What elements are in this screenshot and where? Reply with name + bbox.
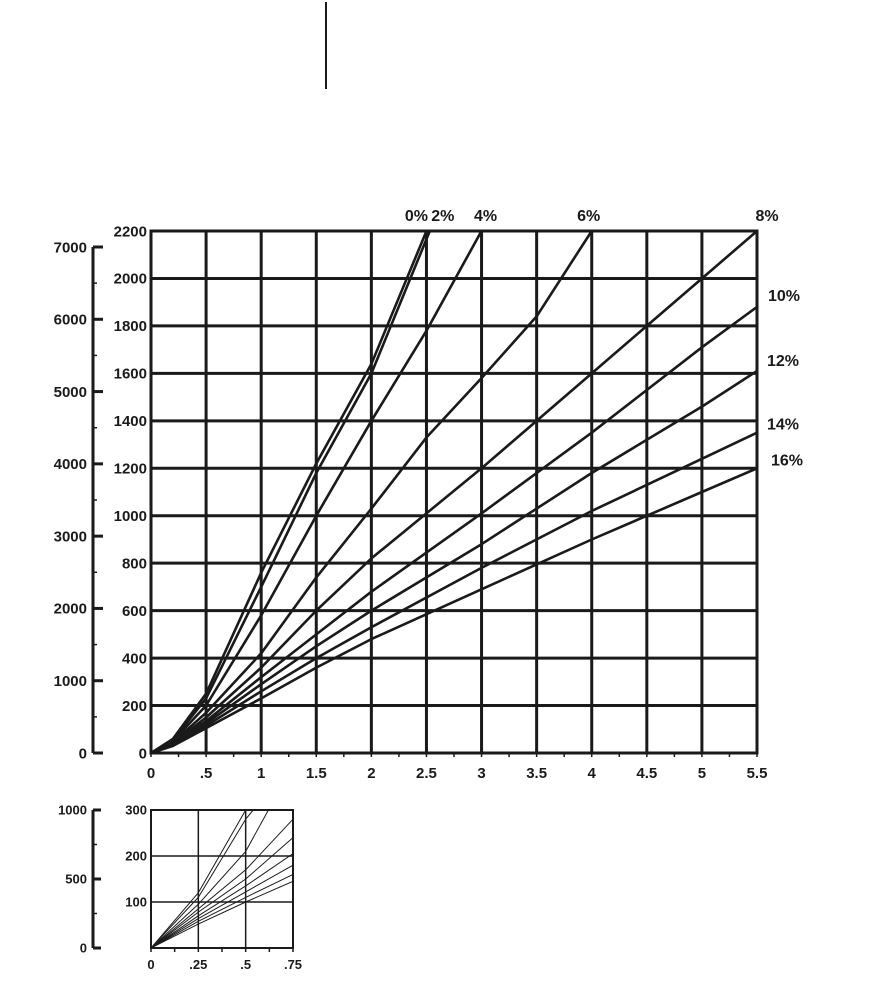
y-tick-label: 800: [121, 555, 147, 573]
secondary-axis-label: 5000: [53, 383, 87, 401]
y-tick-label: 1600: [113, 365, 147, 383]
y-tick-label: 200: [125, 848, 147, 864]
series-line-8: [151, 881, 293, 948]
y-tick-label: 1200: [113, 460, 147, 478]
series-line-4: [151, 838, 293, 948]
secondary-axis-label: 6000: [53, 311, 87, 329]
secondary-axis-label: 3000: [53, 528, 87, 546]
series-label: 2%: [431, 208, 455, 225]
series-label: 12%: [766, 352, 800, 370]
x-tick-label: 5.5: [746, 765, 768, 782]
secondary-axis-label: 500: [65, 871, 87, 887]
x-tick-label: .5: [199, 765, 213, 782]
x-tick-label: 2.5: [416, 765, 437, 782]
x-tick-label: 4: [587, 765, 596, 782]
secondary-axis-label: 7000: [53, 239, 87, 257]
x-tick-label: 3.5: [526, 765, 548, 782]
y-tick-label: 300: [125, 802, 147, 818]
series-line-5: [151, 854, 293, 948]
x-tick-label: .25: [189, 957, 208, 972]
secondary-axis-label: 0: [78, 745, 87, 763]
y-tick-label: 1000: [113, 507, 147, 525]
x-tick-label: 3: [477, 765, 486, 782]
series-label: 14%: [766, 416, 800, 434]
main-chart: [54, 208, 803, 782]
inset-chart: [58, 803, 302, 972]
secondary-axis-label: 2000: [53, 600, 87, 618]
x-tick-label: 5: [697, 765, 707, 782]
x-tick-label: 0: [147, 957, 155, 972]
y-tick-label: 600: [121, 602, 147, 620]
x-tick-label: 1: [257, 765, 266, 782]
x-tick-label: 0: [146, 765, 156, 782]
series-label: 16%: [770, 452, 804, 470]
y-tick-label: 200: [121, 697, 147, 715]
secondary-axis-label: 0: [79, 940, 87, 956]
series-label: 4%: [473, 208, 498, 225]
y-tick-label: 100: [125, 894, 147, 910]
y-tick-label: 0: [138, 745, 147, 763]
secondary-axis-label: 1000: [58, 802, 87, 818]
y-tick-label: 2000: [113, 270, 147, 288]
x-tick-label: .5: [240, 957, 252, 972]
x-tick-label: 2: [367, 765, 376, 782]
series-label: 0%: [404, 208, 429, 225]
series-label: 10%: [767, 287, 801, 305]
secondary-axis-label: 4000: [53, 456, 87, 474]
y-tick-label: 1400: [113, 413, 147, 431]
y-tick-label: 2200: [113, 223, 147, 241]
series-line-1: [151, 810, 253, 948]
plot-frame: [151, 810, 293, 948]
x-tick-label: .75: [283, 957, 303, 972]
series-label: 8%: [755, 208, 779, 225]
x-tick-label: 4.5: [636, 765, 658, 782]
series-label: 6%: [577, 208, 601, 225]
y-tick-label: 1800: [113, 318, 147, 336]
y-tick-label: 400: [121, 650, 147, 668]
secondary-axis-label: 1000: [53, 672, 87, 690]
x-tick-label: 1.5: [305, 765, 327, 782]
